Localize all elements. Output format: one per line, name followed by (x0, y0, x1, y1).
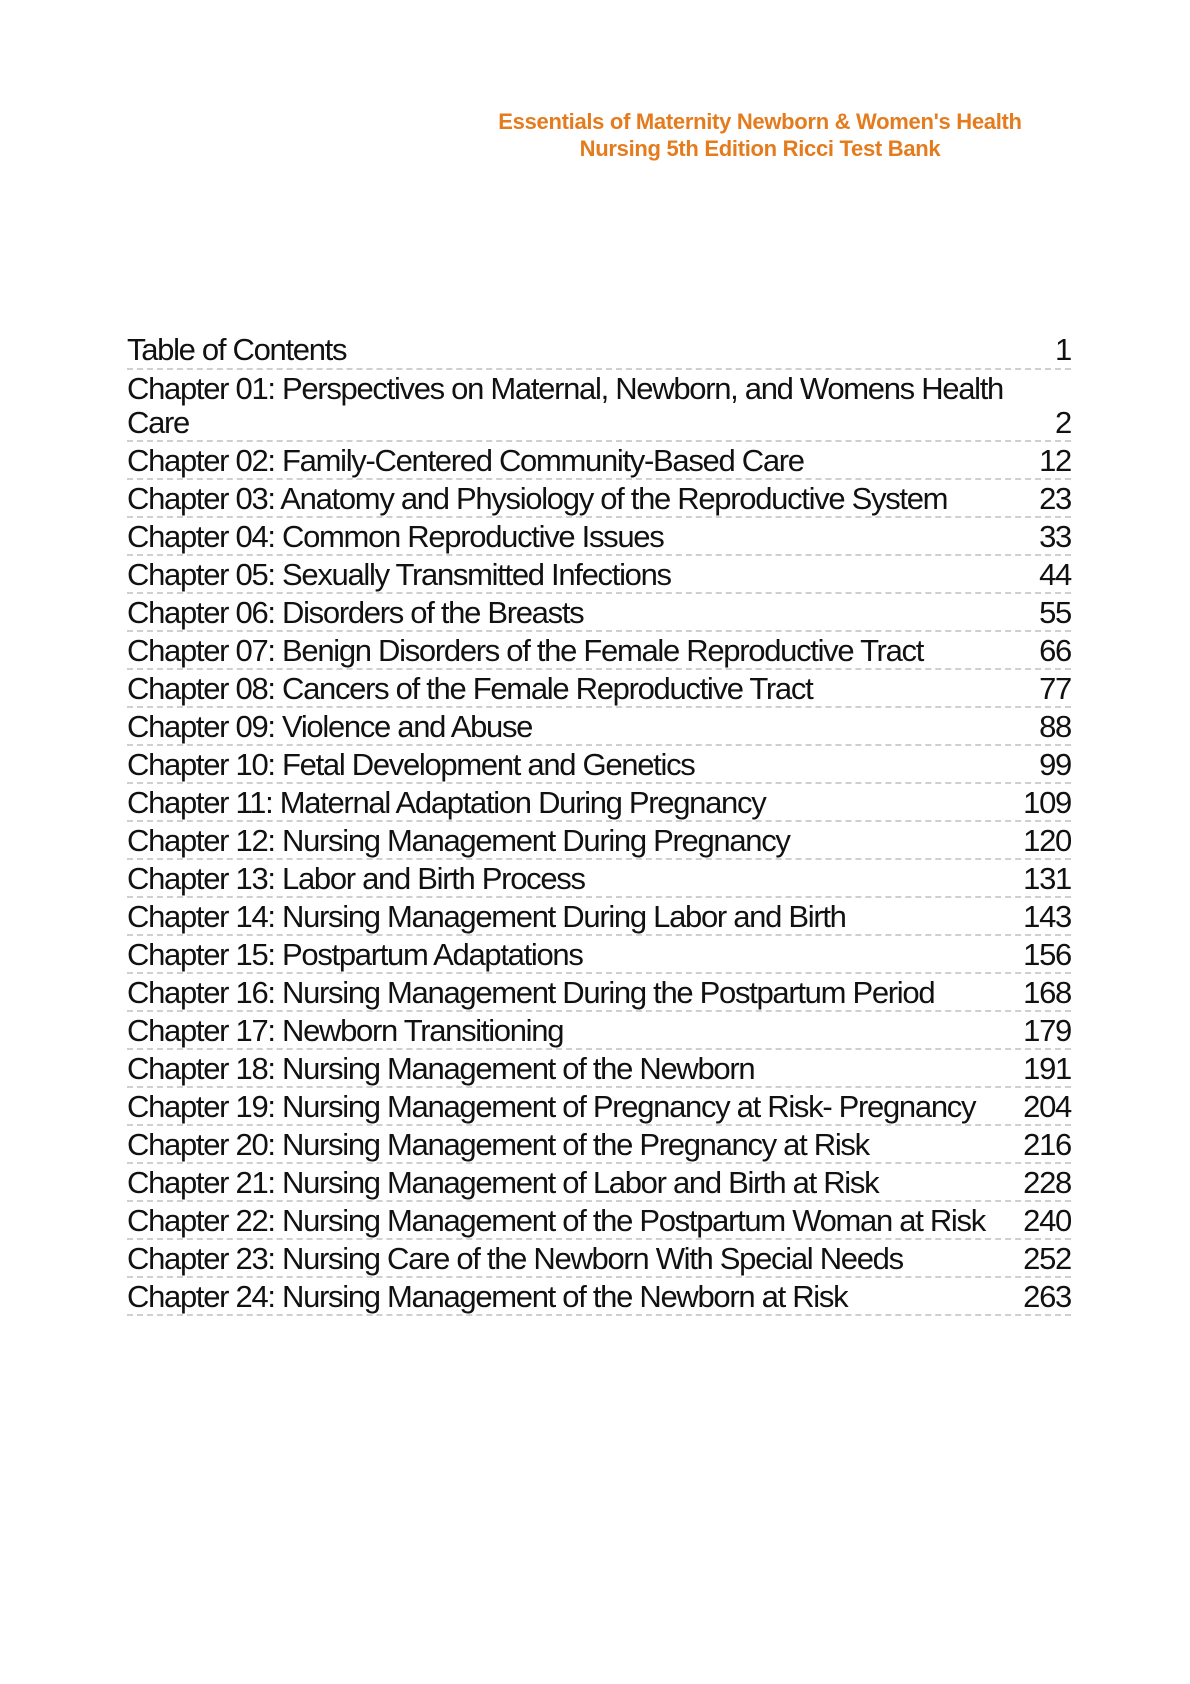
toc-entry[interactable] (127, 1240, 1071, 1278)
toc-entry-page: 44 (1039, 557, 1071, 592)
header-line-2: Nursing 5th Edition Ricci Test Bank (579, 136, 941, 161)
toc-entry-title: Chapter 01: Perspectives on Maternal, Newborn, and Womens Health Care (127, 371, 1003, 440)
toc-entry-page: 228 (1023, 1165, 1071, 1200)
toc-entry[interactable] (127, 860, 1071, 898)
toc-entry-title: Chapter 08: Cancers of the Female Reproductive Tract (127, 671, 813, 706)
toc-entry-title: Chapter 16: Nursing Management During the Postpartum Period (127, 975, 935, 1010)
toc-entry-title: Chapter 24: Nursing Management of the Newborn at Risk (127, 1279, 848, 1314)
header-line-1: Essentials of Maternity Newborn & Women's Health (498, 109, 1022, 134)
toc-entry-page: 179 (1023, 1013, 1071, 1048)
toc-entry-page: 55 (1039, 595, 1071, 630)
toc-entry-page: 109 (1023, 785, 1071, 820)
toc-entry-title: Chapter 20: Nursing Management of the Pregnancy at Risk (127, 1127, 869, 1162)
toc-entry-title: Chapter 22: Nursing Management of the Postpartum Woman at Risk (127, 1203, 985, 1238)
toc-entry-title: Chapter 11: Maternal Adaptation During Pregnancy (127, 785, 766, 820)
toc-entry-page: 143 (1023, 899, 1071, 934)
toc-entry-title: Chapter 17: Newborn Transitioning (127, 1013, 564, 1048)
toc-entry-title: Chapter 07: Benign Disorders of the Female Reproductive Tract (127, 633, 924, 668)
toc-entry-page: 131 (1023, 861, 1071, 896)
toc-entry-page: 240 (1023, 1203, 1071, 1238)
toc-entry-title: Chapter 23: Nursing Care of the Newborn With Special Needs (127, 1241, 903, 1276)
toc-page: 1 (1055, 332, 1071, 367)
toc-entry[interactable] (127, 1012, 1071, 1050)
toc-entry-title: Chapter 10: Fetal Development and Genetics (127, 747, 695, 782)
toc-entry-page: 263 (1023, 1279, 1071, 1314)
toc-entry-page: 168 (1023, 975, 1071, 1010)
toc-entry-page: 2 (1055, 405, 1071, 440)
toc-entry[interactable] (127, 442, 1071, 480)
toc-entry[interactable] (127, 822, 1071, 860)
toc-entry-page: 156 (1023, 937, 1071, 972)
toc-title: Table of Contents (127, 332, 347, 367)
toc-entry[interactable] (127, 370, 1071, 442)
toc-entry-title: Chapter 18: Nursing Management of the Newborn (127, 1051, 755, 1086)
toc-entry[interactable] (127, 1278, 1071, 1316)
toc-entry[interactable] (127, 1050, 1071, 1088)
toc-entry-page: 191 (1023, 1051, 1071, 1086)
toc-entry-page: 12 (1039, 443, 1071, 478)
toc-entry-page: 252 (1023, 1241, 1071, 1276)
toc-entry-page: 77 (1039, 671, 1071, 706)
toc-entry[interactable] (127, 670, 1071, 708)
toc-entry-title: Chapter 06: Disorders of the Breasts (127, 595, 584, 630)
toc-entry[interactable] (127, 1202, 1071, 1240)
toc-title-row[interactable] (127, 330, 1071, 370)
toc-entry-title: Chapter 21: Nursing Management of Labor and Birth at Risk (127, 1165, 879, 1200)
toc-entry[interactable] (127, 594, 1071, 632)
toc-entry-title: Chapter 04: Common Reproductive Issues (127, 519, 664, 554)
toc-entry-page: 33 (1039, 519, 1071, 554)
toc-entry-page: 120 (1023, 823, 1071, 858)
toc-entry-title: Chapter 02: Family-Centered Community-Based Care (127, 443, 804, 478)
toc-entry-title: Chapter 05: Sexually Transmitted Infections (127, 557, 671, 592)
toc-entry-title: Chapter 13: Labor and Birth Process (127, 861, 585, 896)
toc-entry-title: Chapter 19: Nursing Management of Pregnancy at Risk- Pregnancy (127, 1089, 976, 1124)
toc-entry-title: Chapter 14: Nursing Management During Labor and Birth (127, 899, 846, 934)
toc-entry-page: 216 (1023, 1127, 1071, 1162)
toc-entry-title: Chapter 03: Anatomy and Physiology of the Reproductive System (127, 481, 948, 516)
toc-entry-title: Chapter 15: Postpartum Adaptations (127, 937, 583, 972)
toc-entry[interactable] (127, 708, 1071, 746)
toc-entry-page: 99 (1039, 747, 1071, 782)
toc-entry-title: Chapter 09: Violence and Abuse (127, 709, 533, 744)
toc-entry[interactable] (127, 480, 1071, 518)
toc-entry-page: 204 (1023, 1089, 1071, 1124)
toc-entry[interactable] (127, 974, 1071, 1012)
toc-entry[interactable] (127, 936, 1071, 974)
toc-entry[interactable] (127, 898, 1071, 936)
toc-entry[interactable] (127, 784, 1071, 822)
toc-entry-page: 88 (1039, 709, 1071, 744)
toc-entry[interactable] (127, 632, 1071, 670)
toc-entry[interactable] (127, 556, 1071, 594)
table-of-contents (127, 330, 1071, 1316)
toc-entry-title: Chapter 12: Nursing Management During Pregnancy (127, 823, 790, 858)
document-header (440, 108, 1080, 162)
toc-entry[interactable] (127, 1126, 1071, 1164)
toc-entry[interactable] (127, 1088, 1071, 1126)
toc-entry[interactable] (127, 1164, 1071, 1202)
toc-entry-page: 23 (1039, 481, 1071, 516)
toc-entry[interactable] (127, 518, 1071, 556)
toc-entry[interactable] (127, 746, 1071, 784)
toc-entry-page: 66 (1039, 633, 1071, 668)
